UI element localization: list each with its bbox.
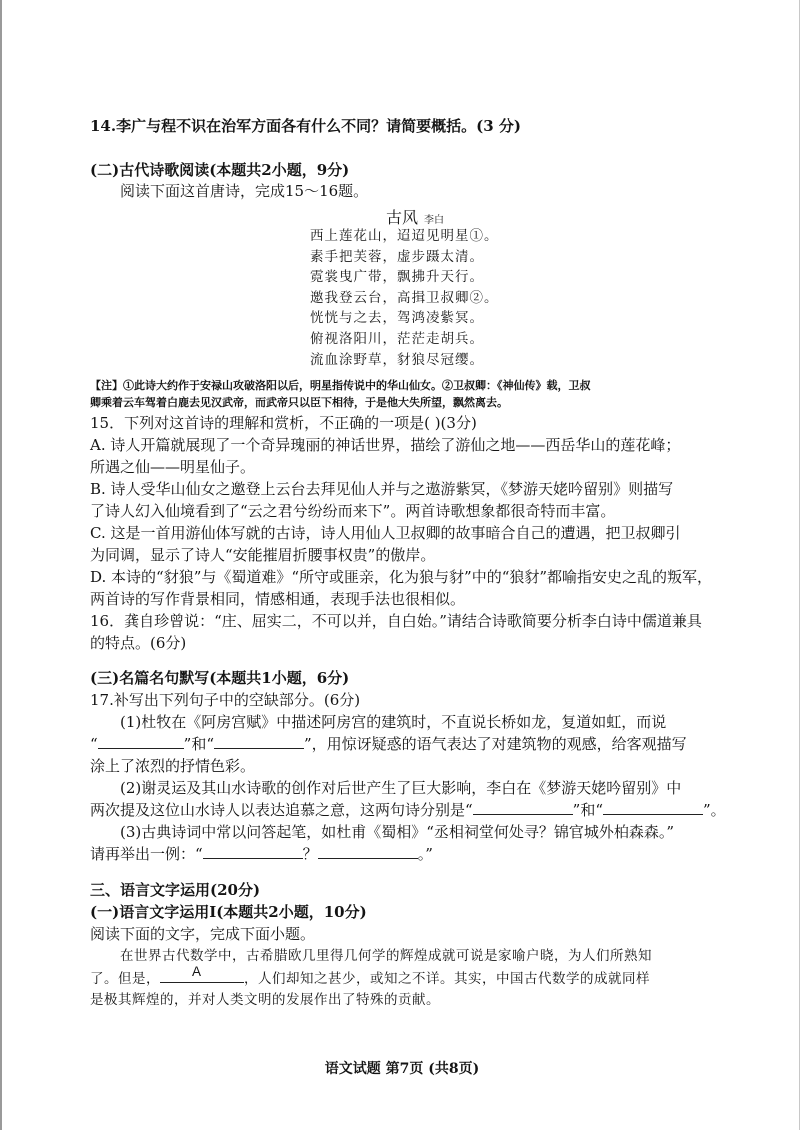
question-15-option-a: A. 诗人开篇就展现了一个奇异瑰丽的神话世界，描绘了游仙之地——西岳华山的莲花峰； — [90, 436, 681, 454]
poem-line: 邀我登云台，高揖卫叔卿②。 — [310, 289, 499, 306]
answer-blank[interactable] — [203, 844, 303, 859]
answer-blank-a[interactable] — [160, 964, 244, 983]
question-15-option-d-cont: 两首诗的写作背景相同，情感相通，表现手法也很相似。 — [90, 590, 466, 608]
question-17-stem: 17.补写出下列句子中的空缺部分。(6分) — [90, 691, 361, 709]
poem-author: 李白 — [424, 215, 445, 226]
reading-paragraph-line-2: 了。但是， A ，人们却知之甚少，或知之不详。其实，中国古代数学的成就同样 — [90, 964, 650, 987]
page-footer: 语文试题 第7页 (共8页) — [324, 1061, 480, 1077]
question-17-part-3-blanks: 请再举出一例：“ ？ 。” — [90, 845, 433, 863]
question-15-option-a-cont: 所遇之仙——明星仙子。 — [90, 458, 256, 476]
answer-blank[interactable] — [473, 800, 573, 815]
question-15-option-d: D. 本诗的“豺狼”与《蜀道难》“所守或匪亲，化为狼与豺”中的“狼豺”都喻指安史之乱的叛军， — [90, 568, 713, 586]
question-17-part-2-blanks: 两次提及这位山水诗人以表达追慕之意，这两句诗分别是“ ”和“ ”。 — [90, 801, 726, 819]
question-16-cont: 的特点。(6分) — [90, 634, 187, 652]
question-17-part-2: (2)谢灵运及其山水诗歌的创作对后世产生了巨大影响，李白在《梦游天姥吟留别》中 — [120, 779, 682, 797]
question-15-option-b-cont: 了诗人幻入仙境看到了“云之君兮纷纷而来下”。两首诗歌想象都很奇特而丰富。 — [90, 502, 616, 520]
question-15-option-b: B. 诗人受华山仙女之邀登上云台去拜见仙人并与之遨游紫冥，《梦游天姥吟留别》则描写 — [90, 480, 674, 498]
section-recitation-heading: (三)名篇名句默写(本题共1小题，6分) — [90, 669, 350, 687]
part-3-instruction: 阅读下面的文字，完成下面小题。 — [90, 925, 316, 943]
poem-title — [386, 205, 444, 228]
question-14: 14.李广与程不识在治军方面各有什么不同？请简要概括。(3 分) — [90, 117, 521, 135]
answer-blank[interactable] — [603, 800, 703, 815]
reading-paragraph-line-3: 是极其辉煌的，并对人类文明的发展作出了特殊的贡献。 — [90, 992, 440, 1008]
question-16: 16．龚自珍曾说：“庄、屈实二，不可以并，自白始。”请结合诗歌简要分析李白诗中儒道兼具 — [90, 612, 702, 630]
answer-blank[interactable] — [214, 734, 304, 749]
question-17-part-1-blanks: “ ”和“ ”，用惊讶疑惑的语气表达了对建筑物的观感，给客观描写 — [90, 735, 687, 753]
blank-a-label: A — [192, 964, 202, 979]
poem-body — [310, 226, 530, 370]
part-3-heading: 三、语言文字运用(20分) — [90, 881, 261, 899]
poem-note-line-2: 卿乘着云车驾着白鹿去见汉武帝，而武帝只以臣下相待，于是他大失所望，飘然离去。 — [90, 396, 508, 409]
poem-line: 恍恍与之去，驾鸿凌紫冥。 — [310, 310, 484, 327]
poem-line: 西上莲花山，迢迢见明星①。 — [310, 228, 499, 244]
section-ancient-poetry-heading: (二)古代诗歌阅读(本题共2小题，9分) — [90, 161, 350, 179]
question-17-part-1-cont: 涂上了浓烈的抒情色彩。 — [90, 757, 256, 775]
question-15-option-c-cont: 为同调，显示了诗人“安能摧眉折腰事权贵”的傲岸。 — [90, 546, 436, 564]
question-17-part-3: (3)古典诗词中常以问答起笔，如杜甫《蜀相》“丞相祠堂何处寻？锦官城外柏森森。” — [120, 823, 675, 841]
poem-title-text: 古风 — [386, 208, 419, 227]
question-15-option-c: C. 这是一首用游仙体写就的古诗，诗人用仙人卫叔卿的故事暗合自己的遭遇，把卫叔卿引 — [90, 524, 681, 542]
poem-note-line-1: 【注】①此诗大约作于安禄山攻破洛阳以后，明星指传说中的华山仙女。②卫叔卿：《神仙传》载，卫叔 — [90, 379, 591, 392]
answer-blank[interactable] — [318, 844, 418, 859]
question-17-part-1: (1)杜牧在《阿房宫赋》中描述阿房宫的建筑时，不直说长桥如龙，复道如虹，而说 — [120, 713, 667, 731]
poem-line: 霓裳曳广带，飘拂升天行。 — [310, 269, 484, 286]
poem-line: 流血涂野草，豺狼尽冠缨。 — [310, 351, 484, 368]
question-15-stem: 15．下列对这首诗的理解和赏析，不正确的一项是( )(3分) — [90, 414, 477, 432]
poem-line: 俯视洛阳川，茫茫走胡兵。 — [310, 330, 484, 347]
part-3-subheading: (一)语言文字运用Ⅰ(本题共2小题，10分) — [90, 903, 367, 921]
answer-blank[interactable] — [98, 734, 184, 749]
poetry-instruction: 阅读下面这首唐诗，完成15～16题。 — [120, 182, 369, 200]
poem-line: 素手把芙蓉，虚步蹑太清。 — [310, 248, 484, 265]
reading-paragraph-line-1: 在世界古代数学中，古希腊欧几里得几何学的辉煌成就可说是家喻户晓，为人们所熟知 — [120, 948, 652, 964]
